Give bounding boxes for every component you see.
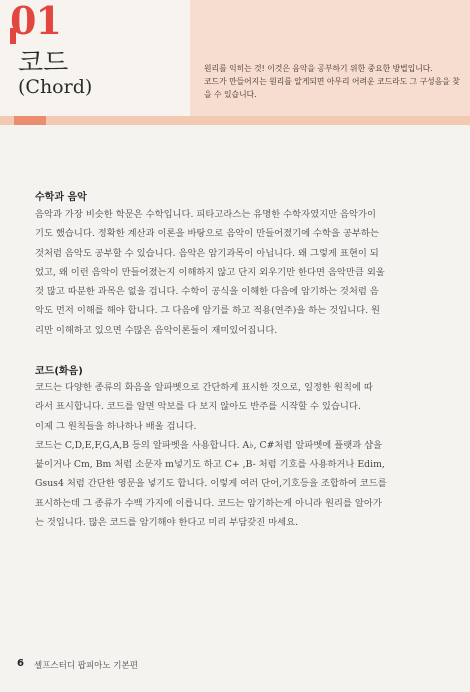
body-line: 붙이거나 Cm, Bm 처럼 소문자 m넣기도 하고 C+ ,B- 처럼 기호를 사용하거나 Edim,	[35, 459, 385, 471]
chapter-number: 01	[10, 0, 61, 43]
chapter-intro	[204, 62, 458, 101]
page-number: 6	[17, 658, 24, 669]
body-line: 것처럼 음악도 공부할 수 있습니다. 음악은 암기과목이 아닙니다. 왜 그렇게 표현이 되	[35, 247, 379, 259]
body-line: 는 것입니다. 많은 코드를 암기해야 한다고 미리 부담갖진 마세요.	[35, 517, 299, 529]
body-line: 이제 그 원칙들을 하나하나 배울 겁니다.	[35, 420, 197, 432]
body-line: 코드는 C,D,E,F,G,A,B 등의 알파벳을 사용합니다. A♭, C#처럼 알파벳에 플랫과 샵을	[35, 439, 383, 451]
body-line: 리만 이해하고 있으면 수많은 음악이론들이 재미있어집니다.	[35, 324, 278, 336]
body-line: 표시하는데 그 종류가 수백 가지에 이릅니다. 코드는 암기하는게 아니라 원리를 알아가	[35, 497, 382, 509]
body-line: Gsus4 처럼 간단한 영문을 넣기도 합니다. 이렇게 여러 단어,기호등을 조합하여 코드를	[35, 478, 387, 490]
book-title: 셀프스터디 팝피아노 기본편	[34, 661, 138, 671]
section-body-chord	[35, 378, 440, 532]
intro-line: 코드가 만들어지는 원리를 알게되면 아무리 어려운 코드라도 그 구성음을 찾	[204, 77, 460, 86]
body-line: 악도 먼저 이해를 해야 합니다. 그 다음에 암기를 하고 적용(연주)을 하는 것입니다. 원	[35, 305, 380, 317]
body-line: 음악과 가장 비슷한 학문은 수학입니다. 피타고라스는 유명한 수학자였지만 음악가이	[35, 209, 376, 220]
intro-line: 원리를 익히는 것! 이것은 음악을 공부하기 위한 중요한 방법입니다.	[204, 64, 433, 73]
chapter-header	[0, 0, 470, 116]
body-line: 라서 표시합니다. 코드를 알면 악보를 다 보지 않아도 반주를 시작할 수 있습니다.	[35, 401, 361, 413]
body-line: 었고, 왜 이런 음악이 만들어졌는지 이해하지 않고 단지 외우기만 한다면 음악만큼 외울	[35, 266, 385, 278]
body-line: 코드는 다양한 종류의 화음을 알파벳으로 간단하게 표시한 것으로, 일정한 원칙에 따	[35, 382, 373, 393]
header-divider-mark	[14, 116, 46, 125]
body-line: 기도 했습니다. 정확한 계산과 이론을 바탕으로 음악이 만들어졌기에 수학을 공부하는	[35, 228, 379, 240]
header-divider-band	[0, 116, 470, 125]
chapter-title-korean: 코드	[18, 48, 69, 78]
section-body-math-and-music	[35, 205, 440, 340]
section-title-math-and-music: 수학과 음악	[35, 192, 87, 203]
intro-line: 을 수 있습니다.	[204, 90, 257, 99]
body-line: 것 많고 따분한 과목은 없을 겁니다. 수학이 공식을 이해한 다음에 암기하는 것처럼 음	[35, 286, 379, 298]
section-title-chord: 코드(화음)	[35, 366, 83, 377]
chapter-title-english: (Chord)	[18, 76, 93, 98]
